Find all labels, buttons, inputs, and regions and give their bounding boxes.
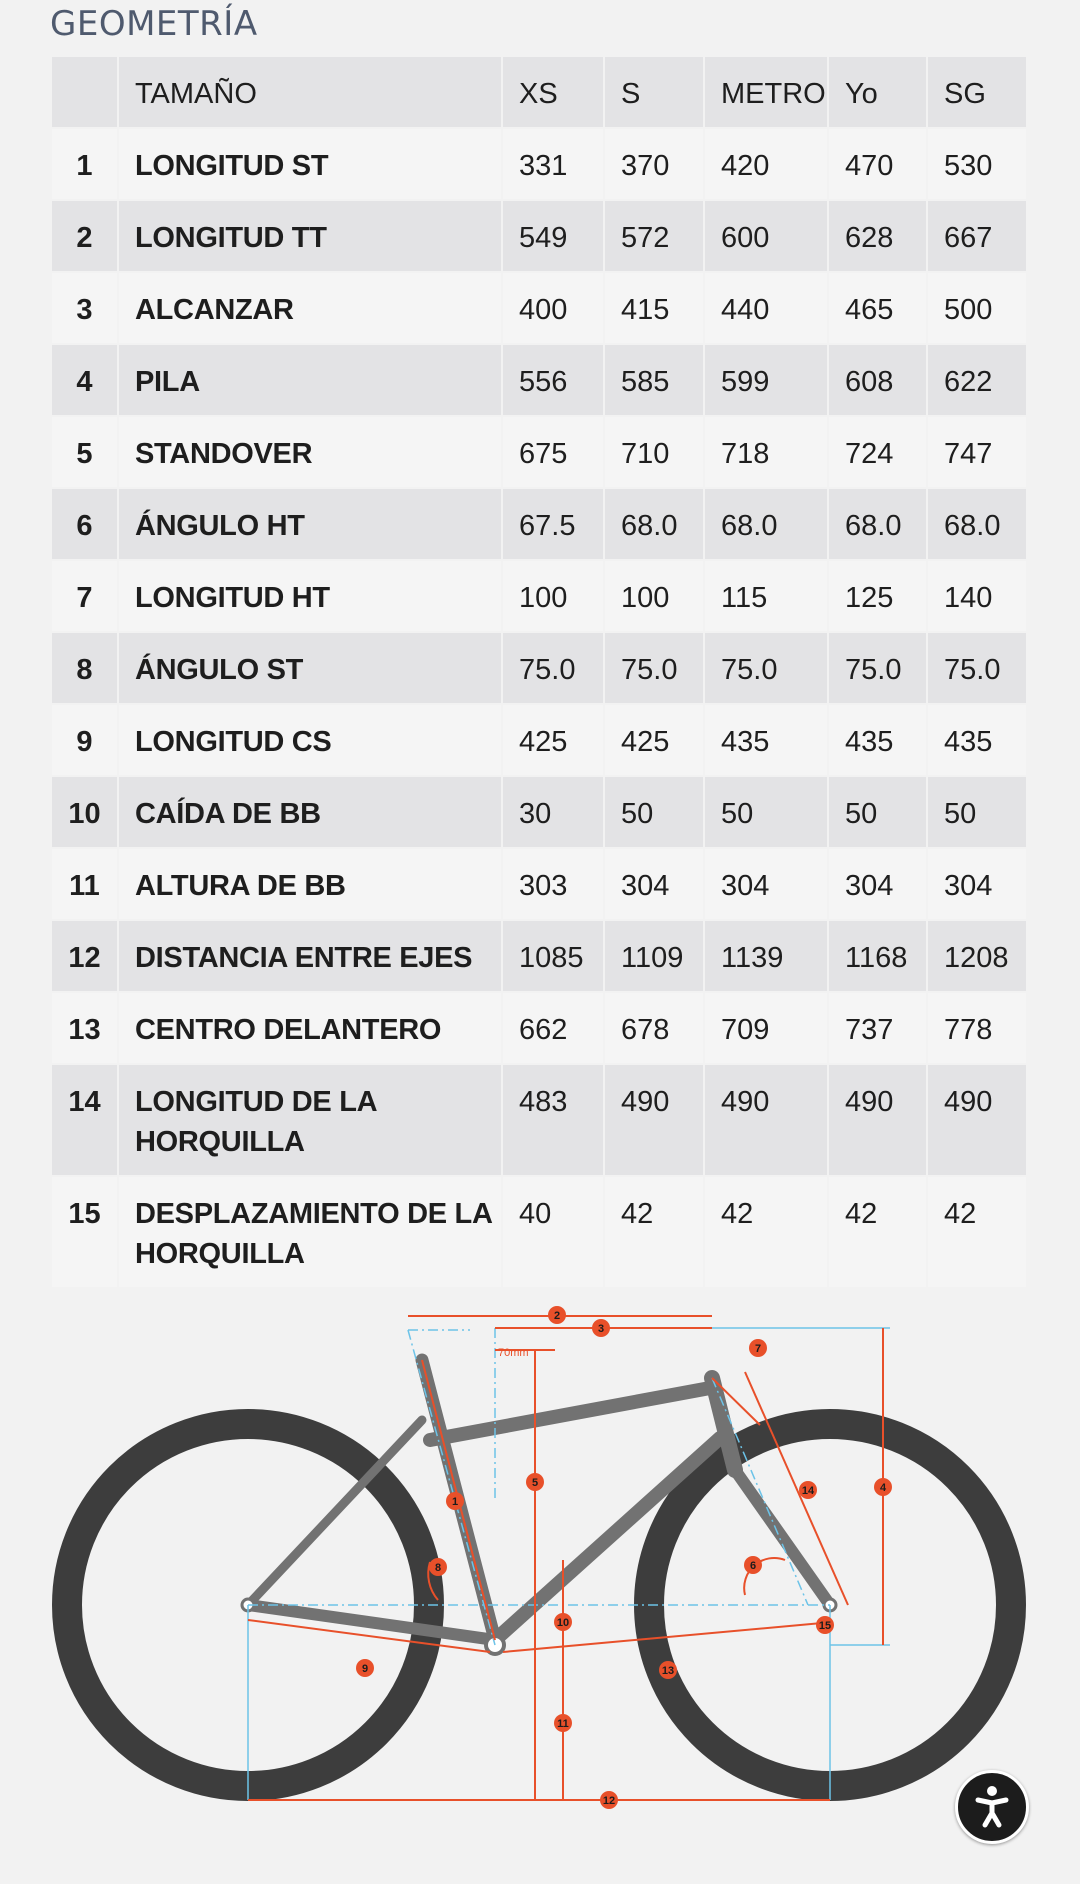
row-value: 778 <box>928 993 1028 1065</box>
row-value: 100 <box>605 561 705 633</box>
header-size: TAMAÑO <box>119 57 503 129</box>
accessibility-button[interactable] <box>955 1770 1029 1844</box>
table-row <box>52 129 1028 201</box>
table-header-row <box>52 57 1028 129</box>
row-value: 304 <box>705 849 829 921</box>
row-value: 68.0 <box>705 489 829 561</box>
row-number: 6 <box>52 489 119 561</box>
row-number: 8 <box>52 633 119 705</box>
row-value: 678 <box>605 993 705 1065</box>
row-label: DISTANCIA ENTRE EJES <box>119 921 503 993</box>
table-row <box>52 345 1028 417</box>
row-label: ALCANZAR <box>119 273 503 345</box>
row-value: 483 <box>503 1065 605 1177</box>
row-value: 331 <box>503 129 605 201</box>
row-value: 490 <box>605 1065 705 1177</box>
table-row <box>52 417 1028 489</box>
row-number: 4 <box>52 345 119 417</box>
row-value: 50 <box>705 777 829 849</box>
row-value: 30 <box>503 777 605 849</box>
table-row <box>52 849 1028 921</box>
row-value: 737 <box>829 993 928 1065</box>
table-body <box>52 129 1028 1289</box>
row-value: 67.5 <box>503 489 605 561</box>
row-value: 747 <box>928 417 1028 489</box>
svg-text:11: 11 <box>557 1718 569 1730</box>
table-row <box>52 489 1028 561</box>
row-value: 599 <box>705 345 829 417</box>
row-value: 100 <box>503 561 605 633</box>
row-value: 470 <box>829 129 928 201</box>
geometry-table <box>52 57 1028 1289</box>
row-value: 465 <box>829 273 928 345</box>
row-value: 572 <box>605 201 705 273</box>
row-label: LONGITUD HT <box>119 561 503 633</box>
row-value: 425 <box>503 705 605 777</box>
row-value: 75.0 <box>503 633 605 705</box>
marker-6 <box>744 1556 762 1574</box>
row-number: 14 <box>52 1065 119 1177</box>
row-value: 42 <box>705 1177 829 1289</box>
marker-13 <box>659 1661 677 1679</box>
svg-text:4: 4 <box>879 1482 887 1494</box>
marker-15 <box>816 1616 834 1634</box>
table-row <box>52 561 1028 633</box>
row-label: CENTRO DELANTERO <box>119 993 503 1065</box>
row-value: 140 <box>928 561 1028 633</box>
row-number: 5 <box>52 417 119 489</box>
row-value: 490 <box>928 1065 1028 1177</box>
svg-text:9: 9 <box>361 1663 369 1675</box>
table-row <box>52 705 1028 777</box>
header-xl: SG <box>928 57 1028 129</box>
row-value: 68.0 <box>829 489 928 561</box>
row-value: 724 <box>829 417 928 489</box>
row-value: 125 <box>829 561 928 633</box>
table-row <box>52 1177 1028 1289</box>
marker-3 <box>592 1319 610 1337</box>
table-row <box>52 1065 1028 1177</box>
table-row <box>52 921 1028 993</box>
row-value: 718 <box>705 417 829 489</box>
row-value: 667 <box>928 201 1028 273</box>
row-value: 370 <box>605 129 705 201</box>
row-value: 304 <box>928 849 1028 921</box>
marker-14 <box>799 1481 817 1499</box>
row-value: 585 <box>605 345 705 417</box>
row-value: 608 <box>829 345 928 417</box>
row-value: 425 <box>605 705 705 777</box>
table-row <box>52 201 1028 273</box>
row-value: 42 <box>928 1177 1028 1289</box>
row-value: 600 <box>705 201 829 273</box>
row-number: 1 <box>52 129 119 201</box>
row-number: 11 <box>52 849 119 921</box>
svg-text:13: 13 <box>661 1665 675 1677</box>
row-number: 10 <box>52 777 119 849</box>
row-label: ALTURA DE BB <box>119 849 503 921</box>
row-number: 15 <box>52 1177 119 1289</box>
row-value: 556 <box>503 345 605 417</box>
row-value: 435 <box>829 705 928 777</box>
row-value: 435 <box>705 705 829 777</box>
section-title: GEOMETRÍA <box>50 4 258 44</box>
svg-text:14: 14 <box>801 1485 815 1497</box>
row-value: 675 <box>503 417 605 489</box>
row-value: 115 <box>705 561 829 633</box>
row-value: 415 <box>605 273 705 345</box>
row-value: 42 <box>605 1177 705 1289</box>
row-value: 628 <box>829 201 928 273</box>
marker-10 <box>554 1613 572 1631</box>
svg-text:3: 3 <box>597 1323 605 1335</box>
row-value: 50 <box>605 777 705 849</box>
row-value: 709 <box>705 993 829 1065</box>
svg-text:6: 6 <box>749 1560 757 1572</box>
row-value: 1139 <box>705 921 829 993</box>
header-s: S <box>605 57 705 129</box>
svg-text:1: 1 <box>451 1496 459 1508</box>
row-value: 662 <box>503 993 605 1065</box>
row-label: LONGITUD CS <box>119 705 503 777</box>
svg-text:15: 15 <box>818 1620 832 1632</box>
row-value: 490 <box>705 1065 829 1177</box>
row-label: LONGITUD DE LA HORQUILLA <box>119 1065 503 1177</box>
table-row <box>52 993 1028 1065</box>
marker-1 <box>446 1492 464 1510</box>
accessibility-icon <box>958 1773 1026 1841</box>
row-value: 1085 <box>503 921 605 993</box>
bike-geometry-diagram <box>0 1290 1080 1830</box>
svg-text:5: 5 <box>531 1477 539 1489</box>
row-value: 1208 <box>928 921 1028 993</box>
header-number <box>52 57 119 129</box>
row-label: CAÍDA DE BB <box>119 777 503 849</box>
marker-12 <box>600 1791 618 1809</box>
row-value: 440 <box>705 273 829 345</box>
bike-frame <box>242 1360 836 1654</box>
row-value: 490 <box>829 1065 928 1177</box>
svg-text:7: 7 <box>754 1343 762 1355</box>
row-number: 12 <box>52 921 119 993</box>
row-label: LONGITUD ST <box>119 129 503 201</box>
row-value: 500 <box>928 273 1028 345</box>
svg-text:8: 8 <box>434 1562 442 1574</box>
row-value: 42 <box>829 1177 928 1289</box>
header-m: METRO <box>705 57 829 129</box>
marker-4 <box>874 1478 892 1496</box>
row-value: 50 <box>829 777 928 849</box>
header-l: Yo <box>829 57 928 129</box>
svg-text:2: 2 <box>553 1310 561 1322</box>
row-value: 75.0 <box>829 633 928 705</box>
row-value: 40 <box>503 1177 605 1289</box>
svg-text:12: 12 <box>602 1795 616 1807</box>
svg-text:10: 10 <box>556 1617 570 1629</box>
row-value: 530 <box>928 129 1028 201</box>
table-row <box>52 273 1028 345</box>
row-value: 710 <box>605 417 705 489</box>
row-number: 2 <box>52 201 119 273</box>
row-label: ÁNGULO ST <box>119 633 503 705</box>
row-value: 75.0 <box>605 633 705 705</box>
row-value: 50 <box>928 777 1028 849</box>
row-value: 549 <box>503 201 605 273</box>
row-value: 435 <box>928 705 1028 777</box>
row-label: ÁNGULO HT <box>119 489 503 561</box>
row-value: 304 <box>605 849 705 921</box>
row-label: PILA <box>119 345 503 417</box>
offset-label: 70mm <box>498 1347 529 1359</box>
table-row <box>52 777 1028 849</box>
row-value: 68.0 <box>928 489 1028 561</box>
marker-8 <box>429 1558 447 1576</box>
row-number: 9 <box>52 705 119 777</box>
marker-9 <box>356 1659 374 1677</box>
row-number: 13 <box>52 993 119 1065</box>
row-value: 400 <box>503 273 605 345</box>
row-number: 7 <box>52 561 119 633</box>
row-value: 68.0 <box>605 489 705 561</box>
row-value: 304 <box>829 849 928 921</box>
row-value: 420 <box>705 129 829 201</box>
row-value: 75.0 <box>705 633 829 705</box>
marker-5 <box>526 1473 544 1491</box>
marker-11 <box>554 1714 572 1732</box>
marker-7 <box>749 1339 767 1357</box>
row-value: 622 <box>928 345 1028 417</box>
row-number: 3 <box>52 273 119 345</box>
table-row <box>52 633 1028 705</box>
row-value: 1168 <box>829 921 928 993</box>
row-value: 303 <box>503 849 605 921</box>
row-label: STANDOVER <box>119 417 503 489</box>
row-value: 1109 <box>605 921 705 993</box>
marker-2 <box>548 1306 566 1324</box>
row-value: 75.0 <box>928 633 1028 705</box>
row-label: DESPLAZAMIENTO DE LA HORQUILLA <box>119 1177 503 1289</box>
header-xs: XS <box>503 57 605 129</box>
row-label: LONGITUD TT <box>119 201 503 273</box>
